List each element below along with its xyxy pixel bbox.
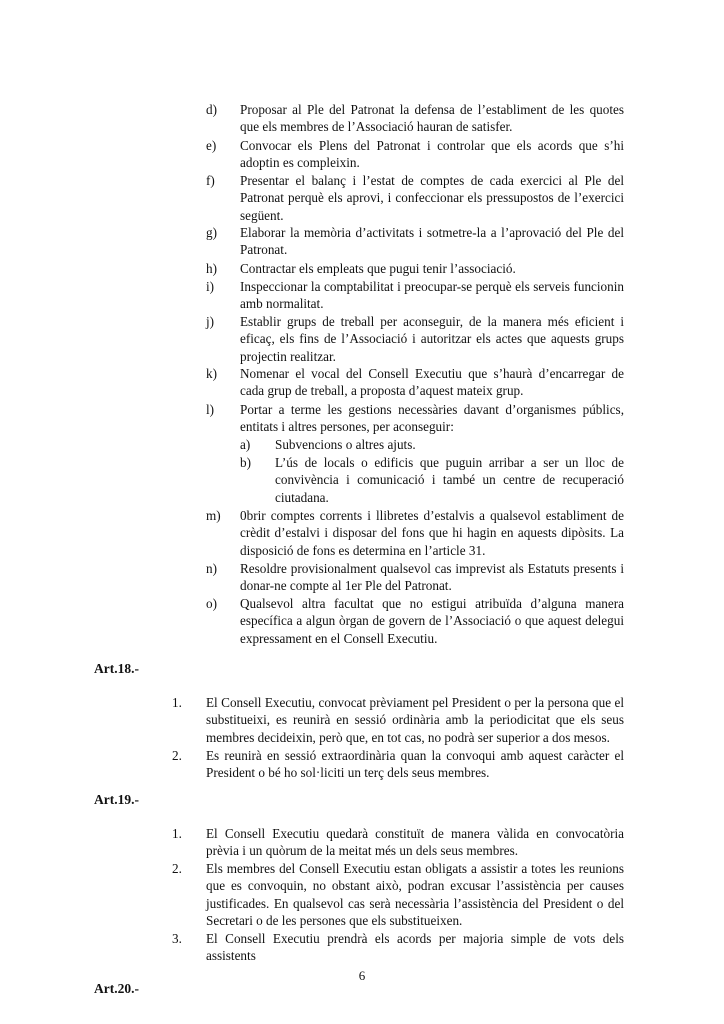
list-label: n) [206, 561, 217, 576]
item-text: El Consell Executiu quedarà constituït de manera vàlida en convocatòria prèvia i un quòrum de la meitat més un dels seus membres. [206, 826, 624, 859]
item-number: 3. [172, 931, 182, 946]
list-text: Contractar els empleats que pugui tenir l’associació. [240, 261, 516, 276]
sub-label: b) [240, 455, 251, 470]
list-text: Convocar els Plens del Patronat i controlar que els acords que s’hi adoptin es compleixin. [240, 138, 624, 171]
list-label: e) [206, 138, 217, 153]
list-label: l) [206, 402, 215, 417]
list-text: 0brir comptes corrents i llibretes d’estalvis a qualsevol establiment de crèdit d’estalvi i disposar del fons que hi hagin en aquests dipòsits. La disposició de fons es determina en l’article 31. [240, 508, 624, 558]
item-text: El Consell Executiu, convocat prèviament pel President o per la persona que el substitueixi, es reunirà en sessió ordinària amb la periodicitat que els seus membres decideixin, però que, en tot cas, no podrà ser superior a dos mesos. [206, 695, 624, 745]
sub-text: Subvencions o altres ajuts. [275, 437, 416, 452]
item-number: 1. [172, 695, 182, 710]
list-text: Resoldre provisionalment qualsevol cas imprevist als Estatuts presents i donar-ne compte al 1er Ple del Patronat. [240, 561, 624, 594]
list-label: m) [206, 508, 221, 523]
item-text: El Consell Executiu prendrà els acords per majoria simple de vots dels assistents [206, 931, 624, 964]
list-text: Proposar al Ple del Patronat la defensa de l’establiment de les quotes que els membres de l’Associació hauran de satisfer. [240, 102, 624, 135]
page-number: 6 [358, 968, 366, 983]
item-text: Es reunirà en sessió extraordinària quan la convoqui amb aquest caràcter el President o bé ho sol·liciti un terç dels seus membres. [206, 748, 624, 781]
list-label: f) [206, 173, 215, 188]
list-text: Inspeccionar la comptabilitat i preocupar-se perquè els serveis funcionin amb normalitat. [240, 279, 624, 312]
list-label: g) [206, 225, 217, 240]
article-19-heading: Art.19.- [94, 792, 139, 807]
list-label: k) [206, 366, 217, 381]
list-label: d) [206, 102, 217, 117]
article-18-heading: Art.18.- [94, 661, 139, 676]
list-label: i) [206, 279, 215, 294]
list-text: Establir grups de treball per aconseguir, de la manera més eficient i eficaç, els fins de l’Associació i autoritzar els actes que aquests grups projectin realitzar. [240, 314, 624, 364]
list-text: Nomenar el vocal del Consell Executiu que s’haurà d’encarregar de cada grup de treball, a proposta d’aquest mateix grup. [240, 366, 624, 399]
sub-label: a) [240, 437, 251, 452]
list-text: Presentar el balanç i l’estat de comptes de cada exercici al Ple del Patronat perquè els aprovi, i confeccionar els pressupostos de l’exercici següent. [240, 173, 624, 223]
list-text: Qualsevol altra facultat que no estigui atribuïda d’alguna manera específica a algun òrgan de govern de l’Associació o que aquest delegui expressament en el Consell Executiu. [240, 596, 624, 646]
item-number: 2. [172, 748, 182, 763]
item-text: Els membres del Consell Executiu estan obligats a assistir a totes les reunions que es convoquin, no obstant això, podran excusar l’assistència per causes justificades. En qualsevol cas serà necessària l’assistència del President o del Secretari o de les persones que els substitueixen. [206, 861, 624, 929]
list-label: j) [206, 314, 215, 329]
item-number: 2. [172, 861, 182, 876]
list-text: Elaborar la memòria d’activitats i sotmetre-la a l’aprovació del Ple del Patronat. [240, 225, 624, 258]
item-number: 1. [172, 826, 182, 841]
sub-text: L’ús de locals o edificis que puguin arribar a ser un lloc de convivència i comunicació i també un centre de recuperació ciutadana. [275, 455, 624, 505]
list-label: o) [206, 596, 217, 611]
list-label: h) [206, 261, 217, 276]
list-text: Portar a terme les gestions necessàries davant d’organismes públics, entitats i altres persones, per aconseguir: [240, 402, 624, 435]
article-20-heading: Art.20.- [94, 981, 139, 996]
